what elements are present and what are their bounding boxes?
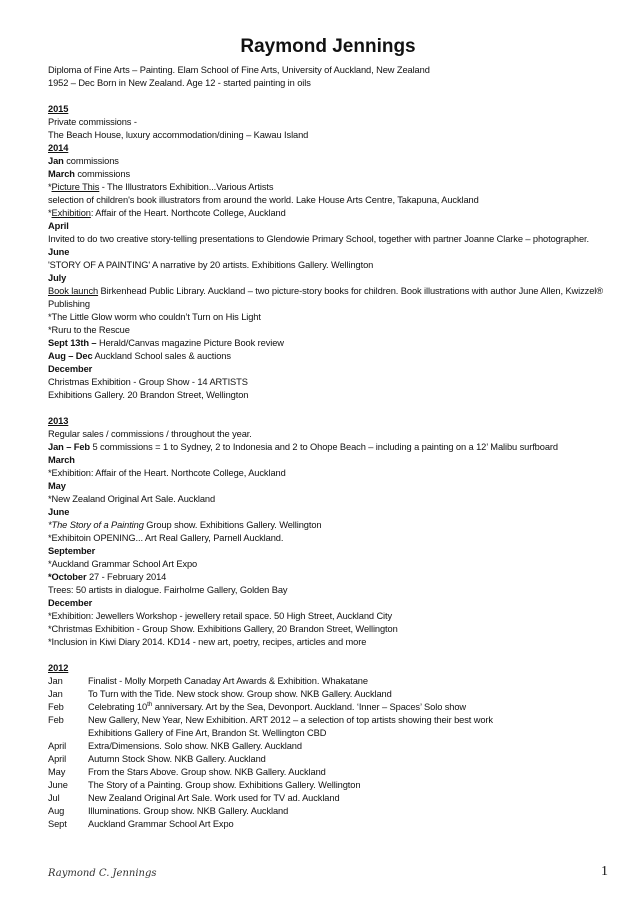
- entry-text: Auckland Grammar School Art Expo: [88, 819, 234, 829]
- entry-text: The Story of a Painting. Group show. Exhibitions Gallery. Wellington: [88, 780, 361, 790]
- entry-row: [48, 675, 608, 688]
- entry-line: Regular sales / commissions / throughout the year.: [48, 429, 252, 439]
- entry-text: Exhibitions Gallery of Fine Art, Brandon St. Wellington CBD: [88, 728, 327, 738]
- entry-line: *New Zealand Original Art Sale. Auckland: [48, 494, 216, 504]
- year-heading-2014: 2014: [48, 143, 69, 153]
- entry-month: April: [48, 754, 67, 764]
- entry-row: [48, 805, 608, 818]
- entry-line: Private commissions -: [48, 117, 137, 127]
- entry-line: *Exhibition: Affair of the Heart. Northcote College, Auckland: [48, 208, 286, 218]
- month-heading: July: [48, 273, 67, 283]
- cv-page: [48, 36, 608, 831]
- entry-text: Autumn Stock Show. NKB Gallery. Auckland: [88, 754, 266, 764]
- entry-line: 'STORY OF A PAINTING' A narrative by 20 artists. Exhibitions Gallery. Wellington: [48, 260, 374, 270]
- entry-line: *October 27 - February 2014: [48, 572, 167, 582]
- entry-row: [48, 766, 608, 779]
- entry-text: To Turn with the Tide. New stock show. Group show. NKB Gallery. Auckland: [88, 689, 392, 699]
- entry-line: Book launch Birkenhead Public Library. Auckland – two picture-story books for children. Book illustrations with author June Allen, Kwizzel® Publishing: [48, 286, 604, 309]
- entry-month: May: [48, 767, 66, 777]
- year-heading-2015: 2015: [48, 104, 69, 114]
- year-heading-2012: 2012: [48, 663, 69, 673]
- entry-row: [48, 701, 608, 714]
- entry-line: *Auckland Grammar School Art Expo: [48, 559, 198, 569]
- month-heading: December: [48, 598, 93, 608]
- entry-line: Trees: 50 artists in dialogue. Fairholme Gallery, Golden Bay: [48, 585, 288, 595]
- month-heading: June: [48, 247, 70, 257]
- entry-line: Invited to do two creative story-telling presentations to Glendowie Primary School, together with partner Joanne Clarke – photographer.: [48, 234, 590, 244]
- entry-text: Celebrating 10th anniversary. Art by the Sea, Devonport. Auckland. ‘Inner – Spaces’ Solo show: [88, 700, 467, 712]
- entry-month: April: [48, 741, 67, 751]
- entry-row: [48, 688, 608, 701]
- entry-line: March commissions: [48, 169, 130, 179]
- footer-name: Raymond C. Jennings: [48, 868, 157, 879]
- month-heading: June: [48, 507, 70, 517]
- entry-row: [48, 714, 608, 727]
- entry-month: June: [48, 780, 68, 790]
- entry-row: [48, 818, 608, 831]
- entry-month: Sept: [48, 819, 67, 829]
- entries-2012: [48, 675, 608, 831]
- entry-line: *Ruru to the Rescue: [48, 325, 130, 335]
- entry-line: Jan commissions: [48, 156, 119, 166]
- entry-line: *Inclusion in Kiwi Diary 2014. KD14 - new art, poetry, recipes, articles and more: [48, 637, 367, 647]
- intro-line: Diploma of Fine Arts – Painting. Elam School of Fine Arts, University of Auckland, New Zealand: [48, 65, 430, 75]
- entry-line: *Exhibition: Jewellers Workshop - jewellery retail space. 50 High Street, Auckland City: [48, 611, 393, 621]
- entry-month: Aug: [48, 806, 65, 816]
- entry-line: Jan – Feb 5 commissions = 1 to Sydney, 2 to Indonesia and 2 to Ohope Beach – including a painting on a 12’ Malibu surfboard: [48, 442, 558, 452]
- entry-text: From the Stars Above. Group show. NKB Gallery. Auckland: [88, 767, 326, 777]
- month-heading: March: [48, 455, 75, 465]
- entry-line: *The Little Glow worm who couldn’t Turn on His Light: [48, 312, 261, 322]
- entry-row: [48, 727, 608, 740]
- entry-text: Illuminations. Group show. NKB Gallery. Auckland: [88, 806, 289, 816]
- entry-text: New Zealand Original Art Sale. Work used for TV ad. Auckland: [88, 793, 340, 803]
- page-number: 1: [601, 864, 608, 879]
- entry-month: Feb: [48, 702, 64, 712]
- year-heading-2013: 2013: [48, 416, 69, 426]
- entry-row: [48, 779, 608, 792]
- entry-row: [48, 753, 608, 766]
- entry-row: [48, 740, 608, 753]
- entry-row: [48, 792, 608, 805]
- entry-text: Finalist - Molly Morpeth Canaday Art Awards & Exhibition. Whakatane: [88, 676, 368, 686]
- entry-line: Aug – Dec Auckland School sales & auctions: [48, 351, 231, 361]
- entry-month: Feb: [48, 715, 64, 725]
- entry-line: *Picture This - The Illustrators Exhibition...Various Artists: [48, 182, 274, 192]
- entry-line: *Christmas Exhibition - Group Show. Exhibitions Gallery, 20 Brandon Street, Wellington: [48, 624, 398, 634]
- entry-line: *Exhibitoin OPENING... Art Real Gallery, Parnell Auckland.: [48, 533, 284, 543]
- entry-text: Extra/Dimensions. Solo show. NKB Gallery. Auckland: [88, 741, 302, 751]
- entry-line: The Beach House, luxury accommodation/dining – Kawau Island: [48, 130, 309, 140]
- entry-line: *Exhibition: Affair of the Heart. Northcote College, Auckland: [48, 468, 286, 478]
- page-title: Raymond Jennings: [240, 36, 416, 57]
- entry-text: New Gallery, New Year, New Exhibition. ART 2012 – a selection of top artists showing their best work: [88, 715, 493, 725]
- entry-line: Sept 13th – Herald/Canvas magazine Picture Book review: [48, 338, 284, 348]
- entry-month: Jan: [48, 676, 63, 686]
- entry-line: Exhibitions Gallery. 20 Brandon Street, Wellington: [48, 390, 249, 400]
- intro-line: 1952 – Dec Born in New Zealand. Age 12 - started painting in oils: [48, 78, 311, 88]
- entry-line: *The Story of a Painting Group show. Exhibitions Gallery. Wellington: [48, 520, 322, 530]
- month-heading: December: [48, 364, 93, 374]
- month-heading: May: [48, 481, 66, 491]
- entry-month: Jan: [48, 689, 63, 699]
- entry-month: [48, 727, 88, 740]
- entry-line: selection of children's book illustrators from around the world. Lake House Arts Centre, Takapuna, Auckland: [48, 195, 479, 205]
- month-heading: April: [48, 221, 69, 231]
- entry-line: Christmas Exhibition - Group Show - 14 ARTISTS: [48, 377, 248, 387]
- entry-month: Jul: [48, 793, 60, 803]
- month-heading: September: [48, 546, 96, 556]
